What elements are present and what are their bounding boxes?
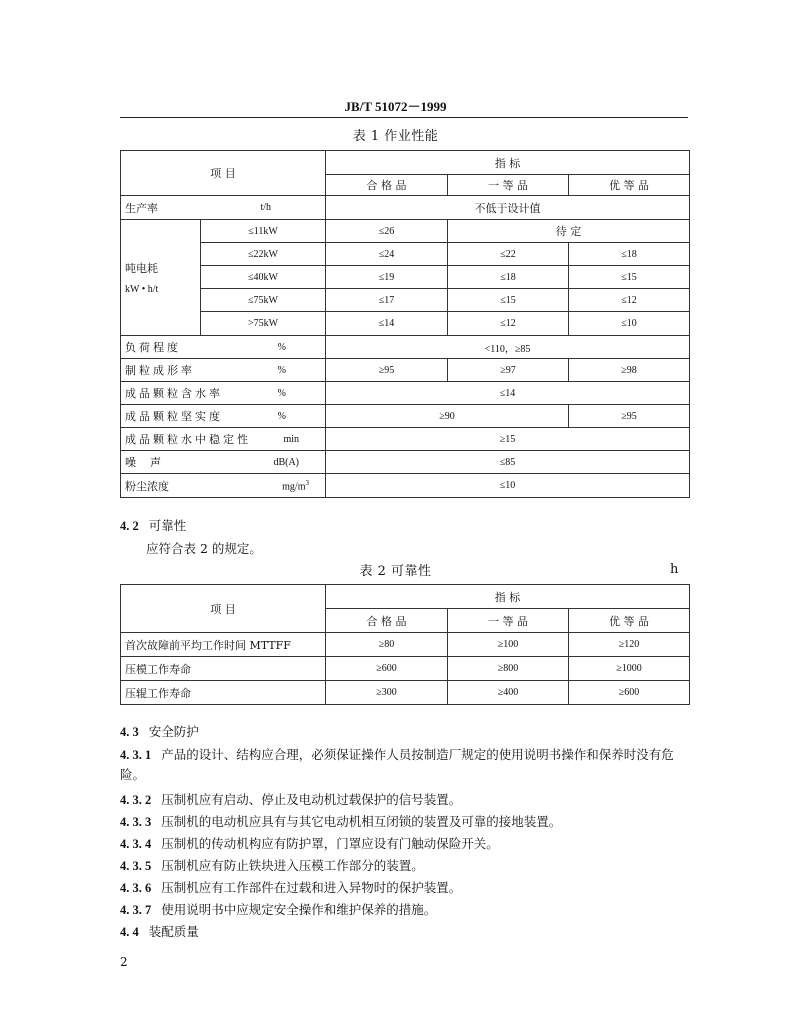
clause-4-3-4 <box>120 834 688 854</box>
clause-text: 压制机的电动机应具有与其它电动机相互闭锁的装置及可靠的接地装置。 <box>161 814 562 829</box>
cell-qualified: ≤17 <box>326 289 448 312</box>
row-label: 首次故障前平均工作时间 MTTFF <box>121 633 326 657</box>
clause-4-3-7 <box>120 900 688 920</box>
row-label: 生产率 <box>125 201 158 215</box>
row-label: 负荷程度 <box>125 341 181 354</box>
table1-grade-first: 一 等 品 <box>448 175 569 196</box>
cell-qualified: ≥300 <box>326 681 448 705</box>
section-number: 4. 4 <box>120 925 139 939</box>
clause-number: 4. 3. 7 <box>120 903 152 917</box>
table2-header-item: 项 目 <box>121 585 326 633</box>
table2-header-index: 指 标 <box>326 585 690 609</box>
unit-base: mg/m <box>282 481 306 493</box>
row-label: 成品颗粒坚实度 <box>125 410 223 423</box>
cell-first: ≤15 <box>448 289 569 312</box>
cell-superior: ≥98 <box>569 359 690 382</box>
table1-header-index: 指 标 <box>326 151 690 175</box>
table-row <box>121 266 690 289</box>
table-row <box>121 428 690 451</box>
row-value: ≤14 <box>326 382 690 405</box>
cell-qualified: ≥95 <box>326 359 448 382</box>
table2-unit: h <box>670 562 679 577</box>
table-row <box>121 681 690 705</box>
table2-caption: 表 2 可靠性 <box>359 564 432 579</box>
clause-4-3-5 <box>120 856 688 876</box>
table-row <box>121 474 690 498</box>
table1-header-item: 项 目 <box>121 151 326 196</box>
clause-text: 压制机的传动机构应有防护罩，门罩应设有门触动保险开关。 <box>161 836 499 851</box>
power-sub: ≤11kW <box>201 220 326 243</box>
clause-4-3-2 <box>120 790 688 810</box>
table-row <box>121 633 690 657</box>
table2-reliability <box>120 584 690 705</box>
table-row <box>121 382 690 405</box>
cell-first: ≥400 <box>448 681 569 705</box>
row-value: ≤85 <box>326 451 690 474</box>
clause-4-3-1 <box>120 745 688 785</box>
clause-number: 4. 3. 5 <box>120 859 152 873</box>
row-value: ≤10 <box>326 474 690 498</box>
clause-number: 4. 3. 6 <box>120 881 152 895</box>
cell-superior: ≤18 <box>569 243 690 266</box>
table-row <box>121 220 690 243</box>
clause-text: 压制机应有启动、停止及电动机过载保护的信号装置。 <box>161 792 462 807</box>
row-label: 压辊工作寿命 <box>121 681 326 705</box>
cell-first: ≤18 <box>448 266 569 289</box>
cell-qualified-first: ≥90 <box>326 405 569 428</box>
row-unit: % <box>277 341 286 353</box>
clause-number: 4. 3. 4 <box>120 837 152 851</box>
clause-text: 使用说明书中应规定安全操作和维护保养的措施。 <box>161 902 437 917</box>
row-unit: t/h <box>260 202 271 213</box>
section-number: 4. 2 <box>120 519 139 533</box>
cell-superior: ≥95 <box>569 405 690 428</box>
table-row <box>121 312 690 336</box>
cell-superior: ≤10 <box>569 312 690 336</box>
row-label: 粉尘浓度 <box>125 479 169 493</box>
row-label: 成品颗粒含水率 <box>125 387 223 400</box>
table2-grade-first: 一 等 品 <box>448 609 569 633</box>
clause-text-continued: 险。 <box>120 767 146 782</box>
clause-number: 4. 3. 2 <box>120 793 152 807</box>
row-value: <110，≥85 <box>326 336 690 359</box>
table-row <box>121 336 690 359</box>
cell-first: ≤22 <box>448 243 569 266</box>
row-label: 噪 声 <box>125 456 161 469</box>
table1-caption: 表 1 作业性能 <box>352 129 439 144</box>
cell-qualified: ≤19 <box>326 266 448 289</box>
table-row <box>121 196 690 220</box>
section-4-2-heading <box>120 516 688 536</box>
clause-text: 压制机应有防止铁块进入压模工作部分的装置。 <box>161 858 424 873</box>
cell-first: ≤12 <box>448 312 569 336</box>
row-label: 成品颗粒水中稳定性 <box>125 433 251 446</box>
table2-grade-qualified: 合 格 品 <box>326 609 448 633</box>
table1-performance <box>120 150 690 498</box>
clause-text: 产品的设计、结构应合理，必须保证操作人员按制造厂规定的使用说明书操作和保养时没有危 <box>161 747 674 762</box>
row-unit: % <box>277 410 286 422</box>
section-title: 安全防护 <box>148 724 199 739</box>
section-number: 4. 3 <box>120 725 139 739</box>
clause-4-3-6 <box>120 878 688 898</box>
row-value: ≥15 <box>326 428 690 451</box>
cell-superior: ≥1000 <box>569 657 690 681</box>
cell-first: ≥800 <box>448 657 569 681</box>
table1-grade-qualified: 合 格 品 <box>326 175 448 196</box>
table1-grade-superior: 优 等 品 <box>569 175 690 196</box>
power-sub: ≤40kW <box>201 266 326 289</box>
cell-superior: ≥600 <box>569 681 690 705</box>
clause-number: 4. 3. 1 <box>120 748 152 762</box>
cell-qualified: ≤26 <box>326 220 448 243</box>
section-title: 装配质量 <box>148 924 199 939</box>
power-sub: ≤22kW <box>201 243 326 266</box>
cell-first-superior: 待 定 <box>448 220 690 243</box>
clause-number: 4. 3. 3 <box>120 815 152 829</box>
section-title: 可靠性 <box>148 518 187 533</box>
unit-superscript: 3 <box>305 478 309 487</box>
cell-superior: ≤15 <box>569 266 690 289</box>
section-4-2-text: 应符合表 2 的规定。 <box>146 541 262 556</box>
row-unit: min <box>283 433 299 445</box>
power-sub: >75kW <box>201 312 326 336</box>
header-rule <box>120 117 688 118</box>
row-label: 制粒成形率 <box>125 364 195 377</box>
page-number: 2 <box>120 955 128 969</box>
section-4-4-heading <box>120 922 688 942</box>
cell-superior: ≤12 <box>569 289 690 312</box>
cell-first: ≥100 <box>448 633 569 657</box>
clause-4-3-3 <box>120 812 688 832</box>
table-row <box>121 405 690 428</box>
row-label: 压模工作寿命 <box>121 657 326 681</box>
row-unit: % <box>277 387 286 399</box>
table2-grade-superior: 优 等 品 <box>569 609 690 633</box>
row-value: 不低于设计值 <box>326 196 690 220</box>
cell-qualified: ≥80 <box>326 633 448 657</box>
power-sub: ≤75kW <box>201 289 326 312</box>
table-row <box>121 243 690 266</box>
cell-superior: ≥120 <box>569 633 690 657</box>
table-row <box>121 289 690 312</box>
power-label: 吨电耗 <box>125 262 158 275</box>
cell-qualified: ≤24 <box>326 243 448 266</box>
table-row <box>121 657 690 681</box>
row-unit: % <box>277 364 286 376</box>
cell-first: ≥97 <box>448 359 569 382</box>
table-row <box>121 451 690 474</box>
table-row <box>121 359 690 382</box>
standard-number-header: JB/T 51072－1999 <box>344 99 447 114</box>
cell-qualified: ≥600 <box>326 657 448 681</box>
power-unit: kW • h/t <box>125 284 159 295</box>
section-4-3-heading <box>120 722 688 742</box>
row-unit <box>282 479 309 492</box>
cell-qualified: ≤14 <box>326 312 448 336</box>
row-unit: dB(A) <box>273 456 299 468</box>
clause-text: 压制机应有工作部件在过载和进入异物时的保护装置。 <box>161 880 462 895</box>
